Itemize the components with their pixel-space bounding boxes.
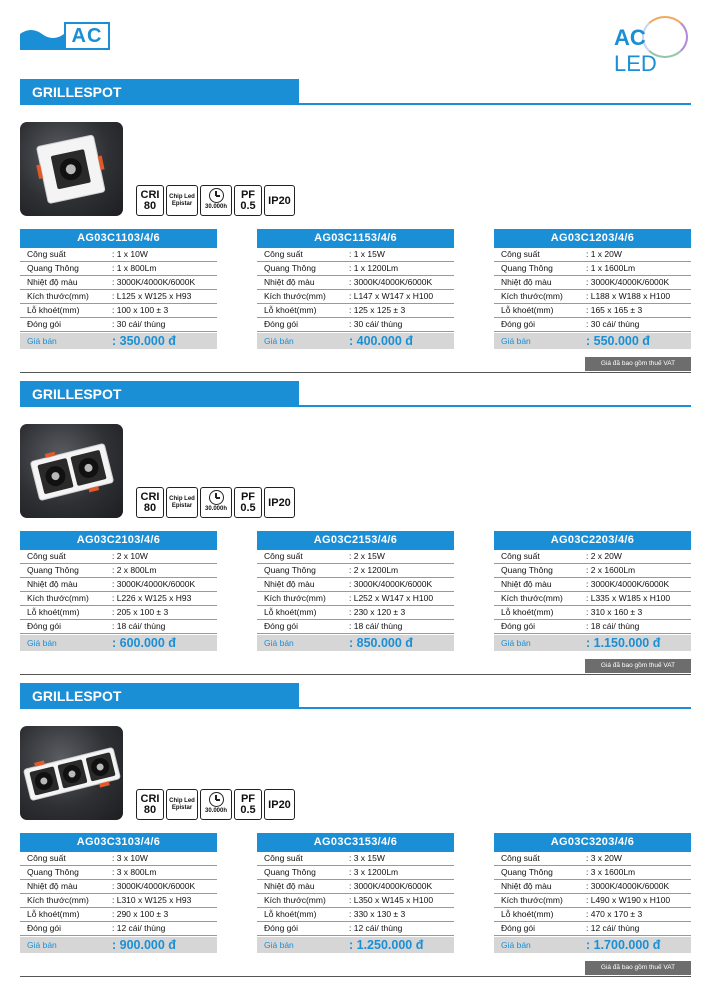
product-code: AG03C2103/4/6 (20, 531, 217, 550)
price-label: Giá bán (264, 940, 294, 950)
clock-icon (209, 490, 224, 505)
section-divider (20, 405, 691, 407)
price-label: Giá bán (501, 940, 531, 950)
spec-label: Nhiệt độ màu (264, 277, 315, 287)
price-value: : 1.250.000 đ (349, 938, 424, 952)
spec-value: : 290 x 100 ± 3 (112, 909, 169, 919)
ac-logo-text: AC (64, 22, 110, 50)
spec-value: : 18 cái/ thùng (112, 621, 166, 631)
price-label: Giá bán (27, 638, 57, 648)
spec-row-size (494, 894, 691, 908)
ip-badge (264, 487, 295, 518)
spec-value: : 1 x 10W (112, 249, 148, 259)
spec-label: Nhiệt độ màu (27, 579, 78, 589)
spec-label: Công suất (501, 853, 540, 863)
spec-label: Công suất (27, 853, 66, 863)
spec-value: : 3000K/4000K/6000K (112, 277, 196, 287)
acled-logo-led: LED (614, 51, 657, 76)
spec-value: : 1 x 800Lm (112, 263, 157, 273)
product-card (20, 833, 217, 953)
spec-label: Công suất (264, 853, 303, 863)
pf-badge-label: PF (240, 792, 256, 805)
spec-value: : L226 x W125 x H93 (112, 593, 192, 603)
spec-value: : 2 x 1600Lm (586, 565, 636, 575)
spec-value: : L335 x W185 x H100 (586, 593, 671, 603)
spec-value: : 2 x 10W (112, 551, 148, 561)
spec-badges (136, 789, 295, 821)
pf-badge (234, 487, 262, 518)
lifetime-badge-value: 30.000h (204, 506, 228, 512)
spec-value: : 230 x 120 ± 3 (349, 607, 406, 617)
spec-value: : 3 x 15W (349, 853, 385, 863)
product-card (494, 531, 691, 651)
spec-label: Đóng gói (501, 319, 536, 329)
section-divider (20, 707, 691, 709)
spec-value: : L125 x W125 x H93 (112, 291, 192, 301)
spec-row-flux (257, 866, 454, 880)
cri-badge-value: 80 (143, 803, 157, 816)
spec-value: : 3000K/4000K/6000K (349, 881, 433, 891)
product-card (494, 229, 691, 349)
spec-row-cct (494, 880, 691, 894)
section-divider (20, 103, 691, 105)
spec-value: : 310 x 160 ± 3 (586, 607, 643, 617)
spec-row-pack (494, 318, 691, 332)
product-code: AG03C3103/4/6 (20, 833, 217, 852)
lifetime-badge-value: 30.000h (204, 808, 228, 814)
clock-icon (209, 188, 224, 203)
price-label: Giá bán (501, 336, 531, 346)
spec-row-size (257, 894, 454, 908)
spec-label: Kích thước(mm) (264, 291, 326, 301)
spec-label: Kích thước(mm) (501, 593, 563, 603)
spec-label: Lỗ khoét(mm) (27, 909, 80, 919)
product-photo (20, 424, 123, 518)
cri-badge (136, 185, 164, 216)
spec-label: Quang Thông (27, 867, 79, 877)
spec-label: Lỗ khoét(mm) (264, 909, 317, 919)
lifetime-badge-value: 30.000h (204, 204, 228, 210)
spec-row-cutout (257, 908, 454, 922)
spec-label: Nhiệt độ màu (501, 277, 552, 287)
pf-badge-value: 0.5 (240, 199, 256, 212)
spec-label: Đóng gói (501, 621, 536, 631)
spec-value: : 2 x 20W (586, 551, 622, 561)
spec-row-cct (257, 880, 454, 894)
product-card (20, 531, 217, 651)
product-code: AG03C1153/4/6 (257, 229, 454, 248)
spec-row-pack (257, 620, 454, 634)
spec-label: Lỗ khoét(mm) (264, 305, 317, 315)
price-value: : 350.000 đ (112, 334, 176, 348)
pf-badge-label: PF (240, 490, 256, 503)
spec-row-size (257, 592, 454, 606)
product-code: AG03C1103/4/6 (20, 229, 217, 248)
price-row (20, 635, 217, 651)
spec-label: Nhiệt độ màu (27, 881, 78, 891)
spec-row-flux (494, 866, 691, 880)
spec-label: Công suất (27, 551, 66, 561)
spec-value: : 3 x 1200Lm (349, 867, 399, 877)
price-row (257, 333, 454, 349)
spec-label: Lỗ khoét(mm) (501, 909, 554, 919)
spec-label: Kích thước(mm) (501, 291, 563, 301)
spec-value: : 30 cái/ thùng (349, 319, 403, 329)
cri-badge-label: CRI (140, 792, 160, 805)
spec-row-cutout (257, 606, 454, 620)
product-card (494, 833, 691, 953)
spec-row-cutout (20, 908, 217, 922)
spec-value: : 3 x 10W (112, 853, 148, 863)
spec-label: Quang Thông (27, 565, 79, 575)
acled-logo-text (614, 25, 694, 77)
spec-label: Quang Thông (264, 565, 316, 575)
spec-row-cutout (494, 304, 691, 318)
spec-row-pack (257, 318, 454, 332)
spec-label: Quang Thông (27, 263, 79, 273)
spec-label: Lỗ khoét(mm) (501, 305, 554, 315)
chip-badge (166, 789, 198, 820)
pf-badge (234, 789, 262, 820)
spec-label: Quang Thông (264, 867, 316, 877)
spec-row-flux (20, 564, 217, 578)
spec-row-pack (20, 318, 217, 332)
cri-badge (136, 487, 164, 518)
price-row (494, 937, 691, 953)
spec-value: : 3000K/4000K/6000K (349, 277, 433, 287)
spec-value: : 2 x 15W (349, 551, 385, 561)
spec-value: : 18 cái/ thùng (349, 621, 403, 631)
spec-row-cutout (494, 908, 691, 922)
product-code: AG03C2203/4/6 (494, 531, 691, 550)
product-card (257, 833, 454, 953)
spec-row-flux (20, 262, 217, 276)
chip-badge-value: Epistar (171, 502, 193, 509)
cri-badge-value: 80 (143, 199, 157, 212)
spec-label: Kích thước(mm) (264, 593, 326, 603)
spec-value: : 3000K/4000K/6000K (586, 277, 670, 287)
price-label: Giá bán (264, 336, 294, 346)
spec-value: : 3 x 20W (586, 853, 622, 863)
spec-value: : 3000K/4000K/6000K (586, 881, 670, 891)
spec-label: Đóng gói (27, 621, 62, 631)
spec-row-cct (20, 578, 217, 592)
spec-value: : L490 x W190 x H100 (586, 895, 671, 905)
spec-row-flux (257, 262, 454, 276)
product-card (257, 531, 454, 651)
product-code: AG03C3153/4/6 (257, 833, 454, 852)
spec-value: : 1 x 1600Lm (586, 263, 636, 273)
price-label: Giá bán (27, 940, 57, 950)
spec-row-power (20, 248, 217, 262)
price-row (20, 333, 217, 349)
product-code: AG03C2153/4/6 (257, 531, 454, 550)
spec-row-size (20, 592, 217, 606)
price-value: : 600.000 đ (112, 636, 176, 650)
spec-label: Đóng gói (264, 319, 299, 329)
spec-row-size (20, 894, 217, 908)
spec-value: : 3000K/4000K/6000K (112, 579, 196, 589)
spec-row-cutout (20, 606, 217, 620)
price-value: : 850.000 đ (349, 636, 413, 650)
spec-row-cct (20, 880, 217, 894)
spec-label: Kích thước(mm) (27, 291, 89, 301)
spec-badges (136, 487, 295, 519)
chip-badge-label: Chip Led (169, 797, 195, 804)
spec-row-power (494, 550, 691, 564)
spec-label: Kích thước(mm) (264, 895, 326, 905)
ip-badge-value: IP20 (268, 798, 291, 811)
spec-value: : 2 x 800Lm (112, 565, 157, 575)
spec-value: : 125 x 125 ± 3 (349, 305, 406, 315)
price-row (20, 937, 217, 953)
vat-note: Giá đã bao gồm thuế VAT (585, 357, 691, 371)
spec-row-power (494, 248, 691, 262)
section-title: GRILLESPOT (20, 381, 299, 407)
wave-icon (20, 22, 64, 50)
pf-badge-label: PF (240, 188, 256, 201)
clock-icon (209, 792, 224, 807)
price-label: Giá bán (264, 638, 294, 648)
product-code: AG03C3203/4/6 (494, 833, 691, 852)
spec-row-flux (494, 262, 691, 276)
section-bottom-line (20, 976, 691, 977)
spec-value: : 470 x 170 ± 3 (586, 909, 643, 919)
spec-row-size (494, 592, 691, 606)
spec-label: Kích thước(mm) (27, 895, 89, 905)
cri-badge-label: CRI (140, 490, 160, 503)
spec-value: : 3000K/4000K/6000K (349, 579, 433, 589)
spec-label: Công suất (27, 249, 66, 259)
spec-value: : L188 x W188 x H100 (586, 291, 671, 301)
chip-badge-label: Chip Led (169, 193, 195, 200)
spec-row-flux (494, 564, 691, 578)
spec-row-pack (20, 620, 217, 634)
spec-row-cct (257, 276, 454, 290)
spec-label: Lỗ khoét(mm) (27, 607, 80, 617)
spec-value: : L252 x W147 x H100 (349, 593, 434, 603)
chip-badge-label: Chip Led (169, 495, 195, 502)
spec-value: : 3 x 800Lm (112, 867, 157, 877)
spec-label: Nhiệt độ màu (501, 579, 552, 589)
ip-badge-value: IP20 (268, 496, 291, 509)
spec-value: : 205 x 100 ± 3 (112, 607, 169, 617)
price-value: : 1.150.000 đ (586, 636, 661, 650)
price-value: : 400.000 đ (349, 334, 413, 348)
lifetime-badge (200, 487, 232, 518)
spec-label: Công suất (501, 249, 540, 259)
spec-value: : 1 x 15W (349, 249, 385, 259)
spec-label: Đóng gói (264, 923, 299, 933)
spec-label: Lỗ khoét(mm) (27, 305, 80, 315)
spec-value: : 3000K/4000K/6000K (112, 881, 196, 891)
price-value: : 900.000 đ (112, 938, 176, 952)
section-bottom-line (20, 372, 691, 373)
spec-value: : 18 cái/ thùng (586, 621, 640, 631)
ac-logo (20, 22, 110, 50)
spec-row-cutout (20, 304, 217, 318)
cri-badge-value: 80 (143, 501, 157, 514)
chip-badge-value: Epistar (171, 200, 193, 207)
price-row (494, 635, 691, 651)
acled-logo-ac: AC (614, 25, 646, 50)
chip-badge (166, 487, 198, 518)
spec-row-power (494, 852, 691, 866)
spec-label: Lỗ khoét(mm) (501, 607, 554, 617)
spec-label: Công suất (264, 249, 303, 259)
spec-value: : 1 x 20W (586, 249, 622, 259)
section-bottom-line (20, 674, 691, 675)
spec-row-pack (257, 922, 454, 936)
spec-value: : 12 cái/ thùng (112, 923, 166, 933)
ip-badge (264, 185, 295, 216)
price-label: Giá bán (501, 638, 531, 648)
spec-value: : 1 x 1200Lm (349, 263, 399, 273)
price-row (257, 635, 454, 651)
lifetime-badge (200, 185, 232, 216)
spec-row-pack (494, 620, 691, 634)
spec-row-cct (494, 276, 691, 290)
spec-value: : 330 x 130 ± 3 (349, 909, 406, 919)
spec-label: Đóng gói (264, 621, 299, 631)
spec-badges (136, 185, 295, 217)
pf-badge-value: 0.5 (240, 803, 256, 816)
price-row (257, 937, 454, 953)
spec-row-pack (20, 922, 217, 936)
price-value: : 550.000 đ (586, 334, 650, 348)
pf-badge-value: 0.5 (240, 501, 256, 514)
pf-badge (234, 185, 262, 216)
spec-row-pack (494, 922, 691, 936)
cri-badge-label: CRI (140, 188, 160, 201)
product-card (257, 229, 454, 349)
spec-label: Nhiệt độ màu (264, 881, 315, 891)
section-title: GRILLESPOT (20, 79, 299, 105)
spec-row-power (20, 852, 217, 866)
product-card (20, 229, 217, 349)
spec-row-size (494, 290, 691, 304)
spec-value: : 12 cái/ thùng (349, 923, 403, 933)
spec-label: Công suất (501, 551, 540, 561)
spec-value: : 165 x 165 ± 3 (586, 305, 643, 315)
product-code: AG03C1203/4/6 (494, 229, 691, 248)
acled-logo (614, 14, 694, 76)
spec-value: : 3000K/4000K/6000K (586, 579, 670, 589)
spec-value: : L310 x W125 x H93 (112, 895, 192, 905)
cri-badge (136, 789, 164, 820)
product-photo (20, 726, 123, 820)
spec-label: Công suất (264, 551, 303, 561)
spec-row-flux (257, 564, 454, 578)
spec-label: Quang Thông (501, 263, 553, 273)
spec-value: : 2 x 1200Lm (349, 565, 399, 575)
spec-row-cct (20, 276, 217, 290)
price-label: Giá bán (27, 336, 57, 346)
spec-label: Kích thước(mm) (501, 895, 563, 905)
lifetime-badge (200, 789, 232, 820)
spec-value: : 30 cái/ thùng (112, 319, 166, 329)
spec-label: Quang Thông (501, 565, 553, 575)
spec-value: : 100 x 100 ± 3 (112, 305, 169, 315)
vat-note: Giá đã bao gồm thuế VAT (585, 961, 691, 975)
chip-badge-value: Epistar (171, 804, 193, 811)
spec-row-cct (257, 578, 454, 592)
spec-value: : 3 x 1600Lm (586, 867, 636, 877)
spec-row-power (257, 248, 454, 262)
ip-badge-value: IP20 (268, 194, 291, 207)
spec-value: : 30 cái/ thùng (586, 319, 640, 329)
spec-row-cutout (494, 606, 691, 620)
spec-label: Nhiệt độ màu (27, 277, 78, 287)
spec-row-cutout (257, 304, 454, 318)
chip-badge (166, 185, 198, 216)
spec-label: Đóng gói (27, 923, 62, 933)
vat-note: Giá đã bao gồm thuế VAT (585, 659, 691, 673)
spec-row-size (20, 290, 217, 304)
section-title: GRILLESPOT (20, 683, 299, 709)
spec-row-power (257, 852, 454, 866)
price-row (494, 333, 691, 349)
spec-label: Đóng gói (27, 319, 62, 329)
spec-label: Nhiệt độ màu (501, 881, 552, 891)
spec-row-cct (494, 578, 691, 592)
spec-value: : L147 x W147 x H100 (349, 291, 434, 301)
spec-label: Quang Thông (501, 867, 553, 877)
spec-label: Kích thước(mm) (27, 593, 89, 603)
spec-value: : 12 cái/ thùng (586, 923, 640, 933)
spec-row-flux (20, 866, 217, 880)
product-photo (20, 122, 123, 216)
ip-badge (264, 789, 295, 820)
spec-row-size (257, 290, 454, 304)
spec-label: Đóng gói (501, 923, 536, 933)
spec-label: Nhiệt độ màu (264, 579, 315, 589)
spec-label: Lỗ khoét(mm) (264, 607, 317, 617)
spec-row-power (257, 550, 454, 564)
spec-value: : L350 x W145 x H100 (349, 895, 434, 905)
price-value: : 1.700.000 đ (586, 938, 661, 952)
spec-label: Quang Thông (264, 263, 316, 273)
spec-row-power (20, 550, 217, 564)
